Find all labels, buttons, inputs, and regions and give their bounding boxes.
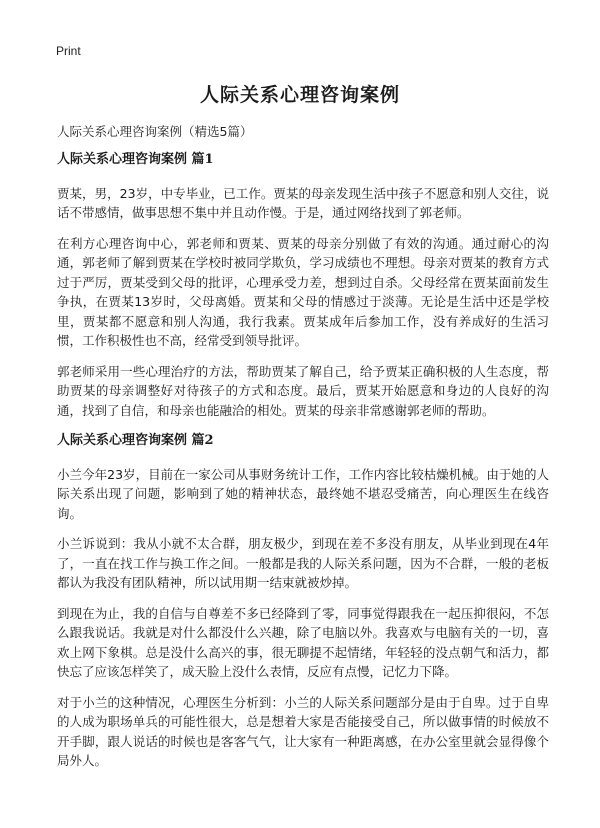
paragraph: 小兰今年23岁，目前在一家公司从事财务统计工作，工作内容比较枯燥机械。由于她的人际关系出现了问题，影响到了她的精神状态，最终她不堪忍受痛苦，向心理医生在线咨询。 — [57, 466, 549, 521]
paragraph: 小兰诉说到：我从小就不太合群，朋友极少，到现在差不多没有朋友，从毕业到现在4年了，一直在找工作与换工作之间。一般都是我的人际关系问题，因为不合群，一般的老板都认为我没有团队精神，所以试用期一结束就被炒掉。 — [57, 536, 549, 590]
paragraph: 郭老师采用一些心理治疗的方法，帮助贾某了解自己，给予贾某正确积极的人生态度，帮助贾某的母亲调整好对待孩子的方式和态度。最后，贾某开始愿意和身边的人良好的沟通，找到了自信，和母亲也能融洽的相处。贾某的母亲非常感谢郭老师的帮助。 — [57, 363, 549, 418]
document-subtitle: 人际关系心理咨询案例（精选5篇） — [57, 124, 253, 139]
paragraph: 贾某，男，23岁，中专毕业，已工作。贾某的母亲发现生活中孩子不愿意和别人交往，说话不带感情，做事思想不集中并且动作慢。于是，通过网络找到了郭老师。 — [57, 185, 549, 220]
print-label: Print — [56, 44, 81, 58]
paragraph: 对于小兰的这种情况，心理医生分析到：小兰的人际关系问题部分是由于自卑。过于自卑的人成为职场单兵的可能性很大，总是想着大家是否能接受自己，所以做事情的时候放不开手脚，跟人说话的时候也是客客气气，让大家有一种距离感，在办公室里就会显得像个局外人。 — [57, 694, 549, 768]
section-1 — [57, 150, 549, 420]
section-heading: 人际关系心理咨询案例 篇1 — [57, 152, 214, 167]
paragraph: 在利方心理咨询中心，郭老师和贾某、贾某的母亲分别做了有效的沟通。通过耐心的沟通，郭老师了解到贾某在学校时被同学欺负，学习成绩也不理想。母亲对贾某的教育方式过于严厉，贾某受到父母的批评，心理承受力差，想到过自杀。父母经常在贾某面前发生争执，在贾某13岁时，父母离婚。贾某和父母的情感过于淡薄。无论是生活中还是学校里，贾某都不愿意和别人沟通，我行我素。贾某成年后参加工作，没有养成好的生活习惯，工作积极性也不高，经常受到领导批评。 — [57, 235, 549, 348]
document-title: 人际关系心理咨询案例 — [199, 84, 400, 106]
document-body — [57, 150, 549, 782]
section-2 — [57, 431, 549, 771]
section-heading: 人际关系心理咨询案例 篇2 — [57, 433, 214, 448]
paragraph: 到现在为止，我的自信与自尊差不多已经降到了零，同事觉得跟我在一起压抑很闷，不怎么跟我说话。我就是对什么都没什么兴趣，除了电脑以外。我喜欢与电脑有关的一切，喜欢上网下象棋。总是没什么高兴的事，很无聊提不起情绪，年轻轻的没点朝气和活力，都快忘了应该怎样笑了，成天脸上没什么表情，反应有点慢，记忆力下降。 — [57, 605, 549, 679]
